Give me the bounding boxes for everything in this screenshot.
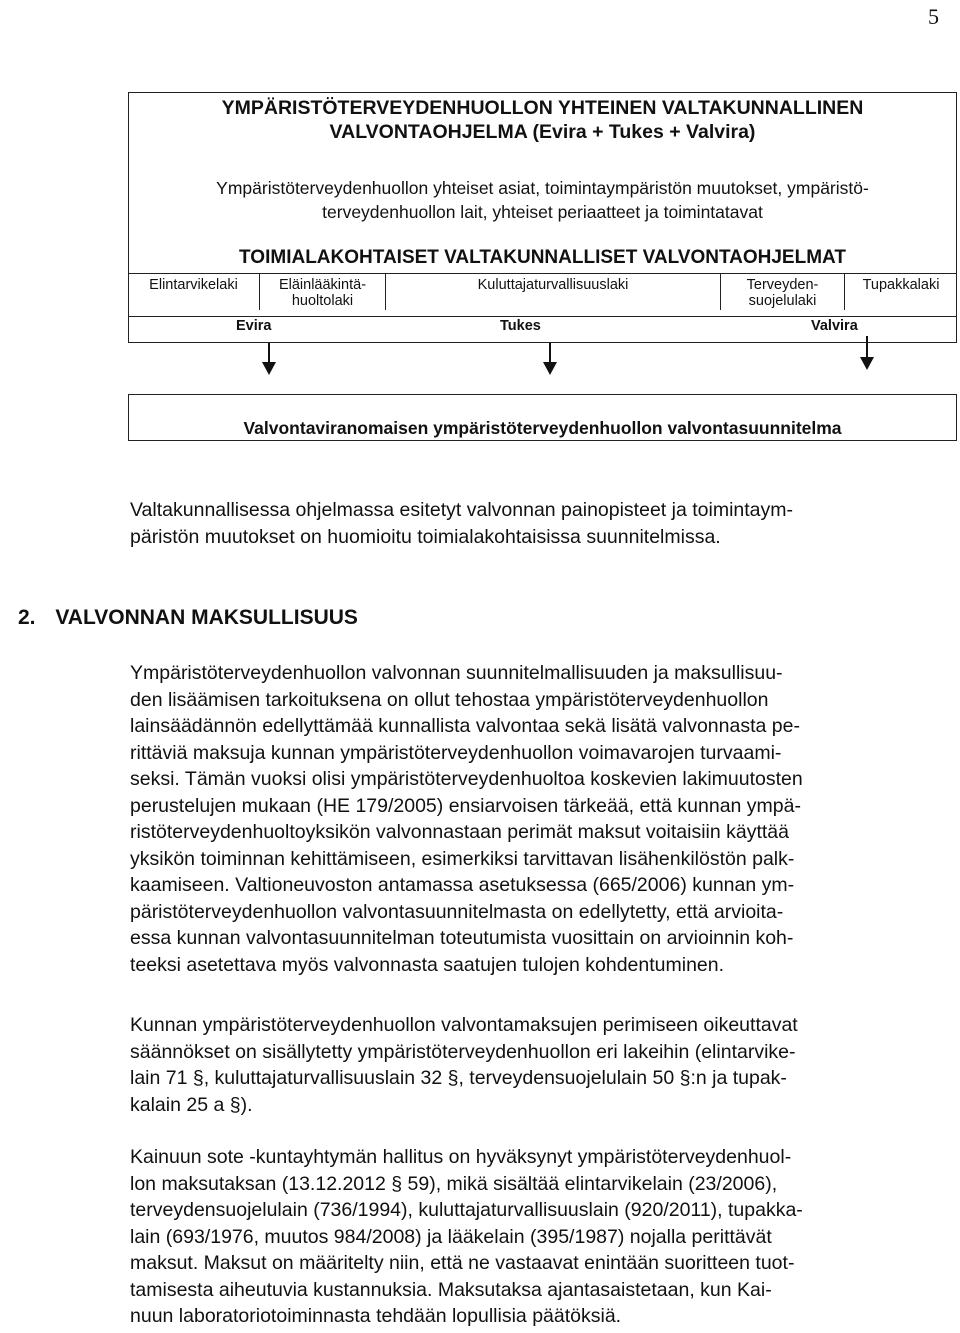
law-label: Elintarvikelaki	[149, 277, 238, 293]
law-cell-consumer-safety	[385, 273, 720, 310]
section-title: VALVONNAN MAKSULLISUUS	[55, 606, 358, 629]
text-line: essa kunnan valvontasuunnitelman toteutumista vuosittain on arvioinnin koh-	[130, 927, 794, 949]
diagram-subtitle-line-2: terveydenhuollon lait, yhteiset periaatteet ja toimintatavat	[322, 202, 763, 222]
arrow-down-icon	[262, 362, 276, 375]
agency-row	[128, 316, 957, 336]
law-cell-food	[128, 273, 259, 310]
agency-tukes: Tukes	[500, 318, 541, 334]
text-line: kalain 25 a §).	[130, 1093, 253, 1116]
text-line: lain (693/1976, muutos 984/2008) ja lääkelain (395/1987) nojalla perittävät	[130, 1225, 772, 1248]
law-cell-veterinary	[259, 273, 385, 310]
arrow-line-tukes	[549, 343, 551, 363]
intro-paragraph	[130, 497, 940, 550]
text-line: lainsäädännön edellyttämää kunnallista valvontaa sekä lisätä valvonnasta pe-	[130, 715, 800, 737]
arrow-line-evira	[268, 343, 270, 363]
text-line: Valtakunnallisessa ohjelmassa esitetyt valvonnan painopisteet ja toimintaym-	[130, 499, 793, 521]
text-line: päristön muutokset on huomioitu toimialakohtaisissa suunnitelmissa.	[130, 525, 721, 548]
page-number: 5	[928, 4, 939, 29]
diagram-subtitle-line-1: Ympäristöterveydenhuollon yhteiset asiat, toimintaympäristön muutokset, ympäristö-	[216, 178, 869, 198]
arrow-down-icon	[543, 362, 557, 375]
text-line: lon maksutaksan (13.12.2012 § 59), mikä sisältää elintarvikelain (23/2006),	[130, 1172, 778, 1195]
text-line: päristöterveydenhuollon valvontasuunnitelmasta on edellytetty, että arvioita-	[130, 900, 784, 923]
agency-evira: Evira	[236, 318, 272, 334]
paragraph-3	[130, 1144, 940, 1330]
arrow-down-icon	[860, 357, 874, 370]
text-line: terveydensuojelulain (736/1994), kuluttajaturvallisuuslain (920/2011), tupakka-	[130, 1199, 803, 1221]
law-cell-health-protection	[720, 273, 844, 310]
text-line: lain 71 §, kuluttajaturvallisuuslain 32 §, terveydensuojelulain 50 §:n ja tupak-	[130, 1067, 787, 1089]
section-number: 2.	[18, 606, 36, 629]
law-label: suojelulaki	[748, 293, 817, 309]
text-line: Ympäristöterveydenhuollon valvonnan suunnitelmallisuuden ja maksullisuu-	[130, 662, 783, 684]
text-line: Kunnan ympäristöterveydenhuollon valvontamaksujen perimiseen oikeuttavat	[130, 1014, 798, 1036]
paragraph-1	[130, 660, 940, 978]
supervision-plan-label: Valvontaviranomaisen ympäristöterveydenhuollon valvontasuunnitelma	[243, 418, 842, 438]
text-line: nuun laboratoriotoiminnasta tehdään lopullisia päätöksiä.	[130, 1305, 622, 1327]
text-line: rittäviä maksuja kunnan ympäristöterveydenhuollon voimavarojen turvaami-	[130, 741, 782, 764]
text-line: Kainuun sote -kuntayhtymän hallitus on hyväksynyt ympäristöterveydenhuol-	[130, 1146, 792, 1168]
sector-programs-title: TOIMIALAKOHTAISET VALTAKUNNALLISET VALVONTAOHJELMAT	[239, 247, 846, 268]
text-line: ristöterveydenhuoltoyksikön valvonnastaan perimät maksut voitaisiin käyttää	[130, 821, 790, 843]
arrow-line-valvira	[866, 336, 868, 358]
diagram-title-line-1: YMPÄRISTÖTERVEYDENHUOLLON YHTEINEN VALTAKUNNALLINEN	[221, 97, 864, 119]
text-line: perustelujen mukaan (HE 179/2005) ensiarvoisen tärkeää, että kunnan ympä-	[130, 794, 801, 817]
text-line: yksikön toiminnan kehittämiseen, esimerkiksi tarvittavan lisähenkilöstön palk-	[130, 847, 795, 870]
law-label: huoltolaki	[291, 293, 354, 309]
law-label: Eläinlääkintä-	[278, 277, 367, 293]
section-heading	[18, 606, 358, 630]
law-row	[128, 273, 957, 310]
law-cell-tobacco	[844, 273, 957, 310]
law-label: Kuluttajaturvallisuuslaki	[477, 277, 629, 293]
law-label: Tupakkalaki	[862, 277, 940, 293]
law-label: Terveyden-	[746, 277, 819, 293]
paragraph-2	[130, 1012, 940, 1118]
text-line: säännökset on sisällytetty ympäristöterveydenhuollon eri lakeihin (elintarvike-	[130, 1040, 796, 1063]
text-line: tamisesta aiheutuvia kustannuksia. Maksutaksa ajantasaistetaan, kun Kai-	[130, 1278, 772, 1301]
text-line: maksut. Maksut on määritelty niin, että ne vastaavat enintään suoritteen tuot-	[130, 1252, 795, 1274]
text-line: kaamiseen. Valtioneuvoston antamassa asetuksessa (665/2006) kunnan ym-	[130, 874, 795, 896]
agency-valvira: Valvira	[811, 318, 858, 334]
text-line: teeksi asetettava myös valvonnasta saatujen tulojen kohdentuminen.	[130, 953, 725, 976]
text-line: seksi. Tämän vuoksi olisi ympäristöterveydenhuoltoa koskevien lakimuutosten	[130, 768, 803, 790]
diagram-title-line-2: VALVONTAOHJELMA (Evira + Tukes + Valvira)	[329, 121, 756, 143]
text-line: den lisäämisen tarkoituksena on ollut tehostaa ympäristöterveydenhuollon	[130, 688, 769, 711]
